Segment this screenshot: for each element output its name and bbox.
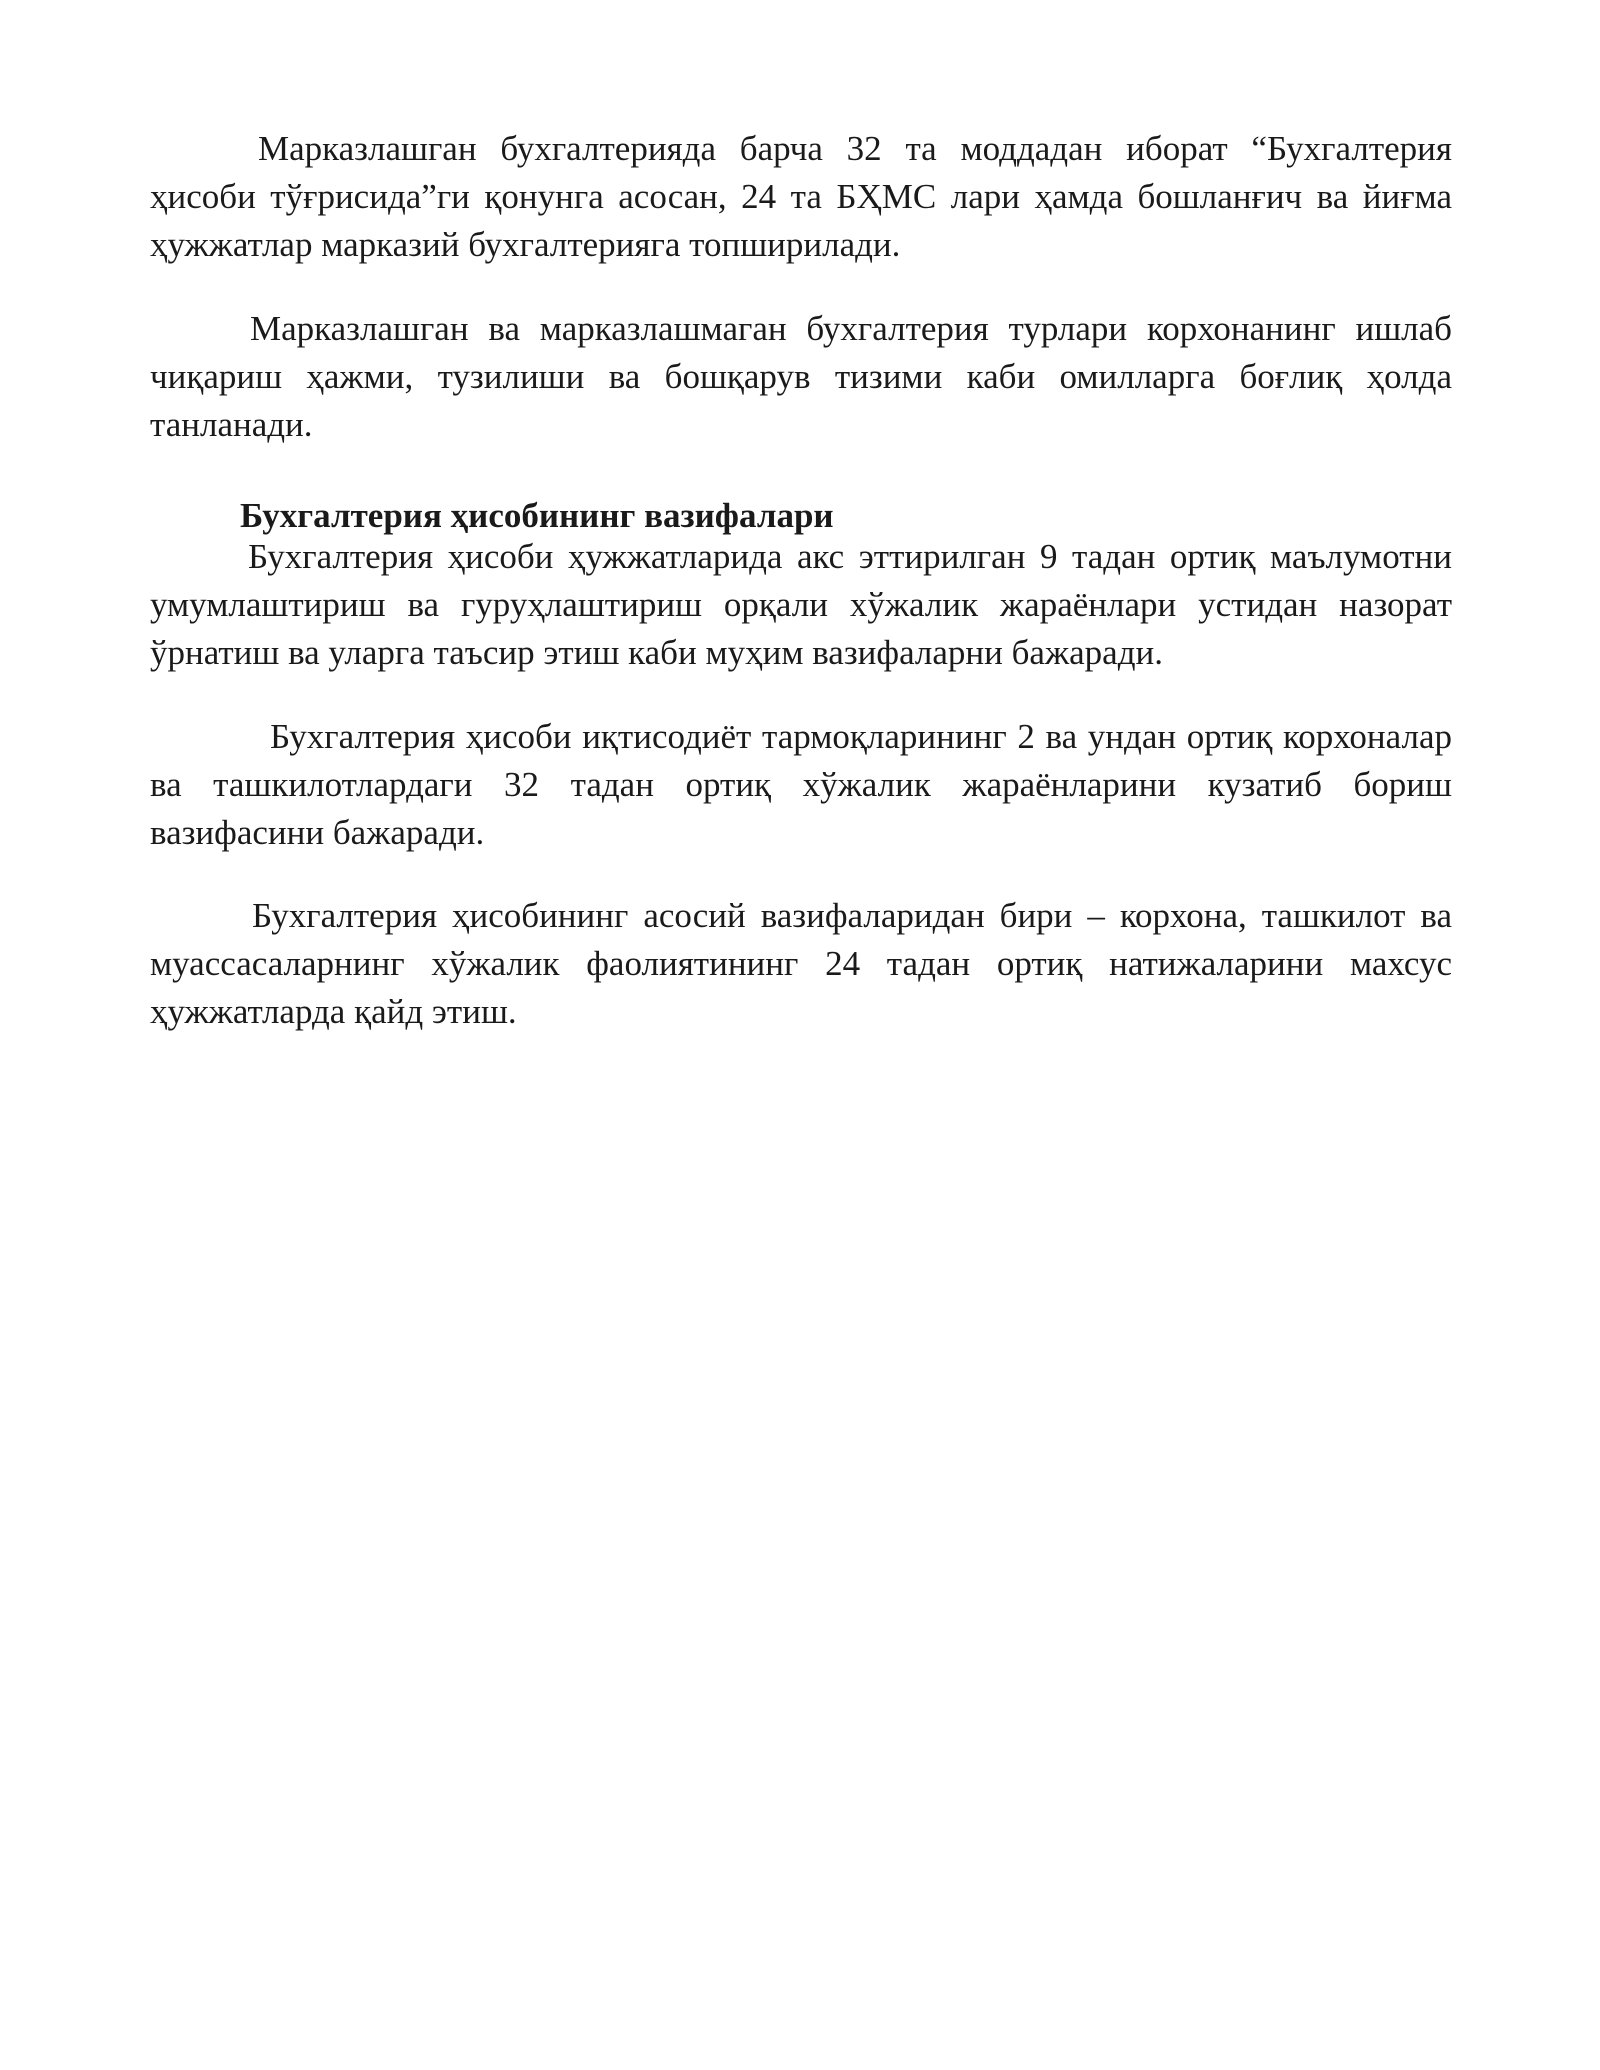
paragraph-functions-monitoring: Бухгалтерия ҳисоби иқтисодиёт тармоқларининг 2 ва ундан ортиқ корхоналар ва ташкилотлардаги 32 тадан ортиқ хўжалик жараёнларини кузатиб бориш вазифасини бажаради. — [150, 717, 1452, 852]
paragraph-functions-recording: Бухгалтерия ҳисобининг асосий вазифаларидан бири – корхона, ташкилот ва муассасаларнинг хўжалик фаолиятининг 24 тадан ортиқ натижаларини махсус ҳужжатларда қайд этиш. — [150, 896, 1452, 1031]
paragraph-centralized-accounting: Марказлашган бухгалтерияда барча 32 та моддадан иборат “Бухгалтерия ҳисоби тўғрисида”ги қонунга асосан, 24 та БҲМС лари ҳамда бошланғич ва йиғма ҳужжатлар марказий бухгалтерияга топширилади. — [150, 129, 1452, 264]
paragraph-accounting-types: Марказлашган ва марказлашмаган бухгалтерия турлари корхонанинг ишлаб чиқариш ҳажми, тузилиши ва бошқарув тизими каби омилларга боғлиқ ҳолда танланади. — [150, 309, 1452, 444]
paragraph-functions-summary: Бухгалтерия ҳисоби ҳужжатларида акс эттирилган 9 тадан ортиқ маълумотни умумлаштириш ва гуруҳлаштириш орқали хўжалик жараёнлари устидан назорат ўрнатиш ва уларга таъсир этиш каби муҳим вазифаларни бажаради. — [150, 537, 1452, 672]
section-heading: Бухгалтерия ҳисобининг вазифалари — [240, 496, 834, 535]
